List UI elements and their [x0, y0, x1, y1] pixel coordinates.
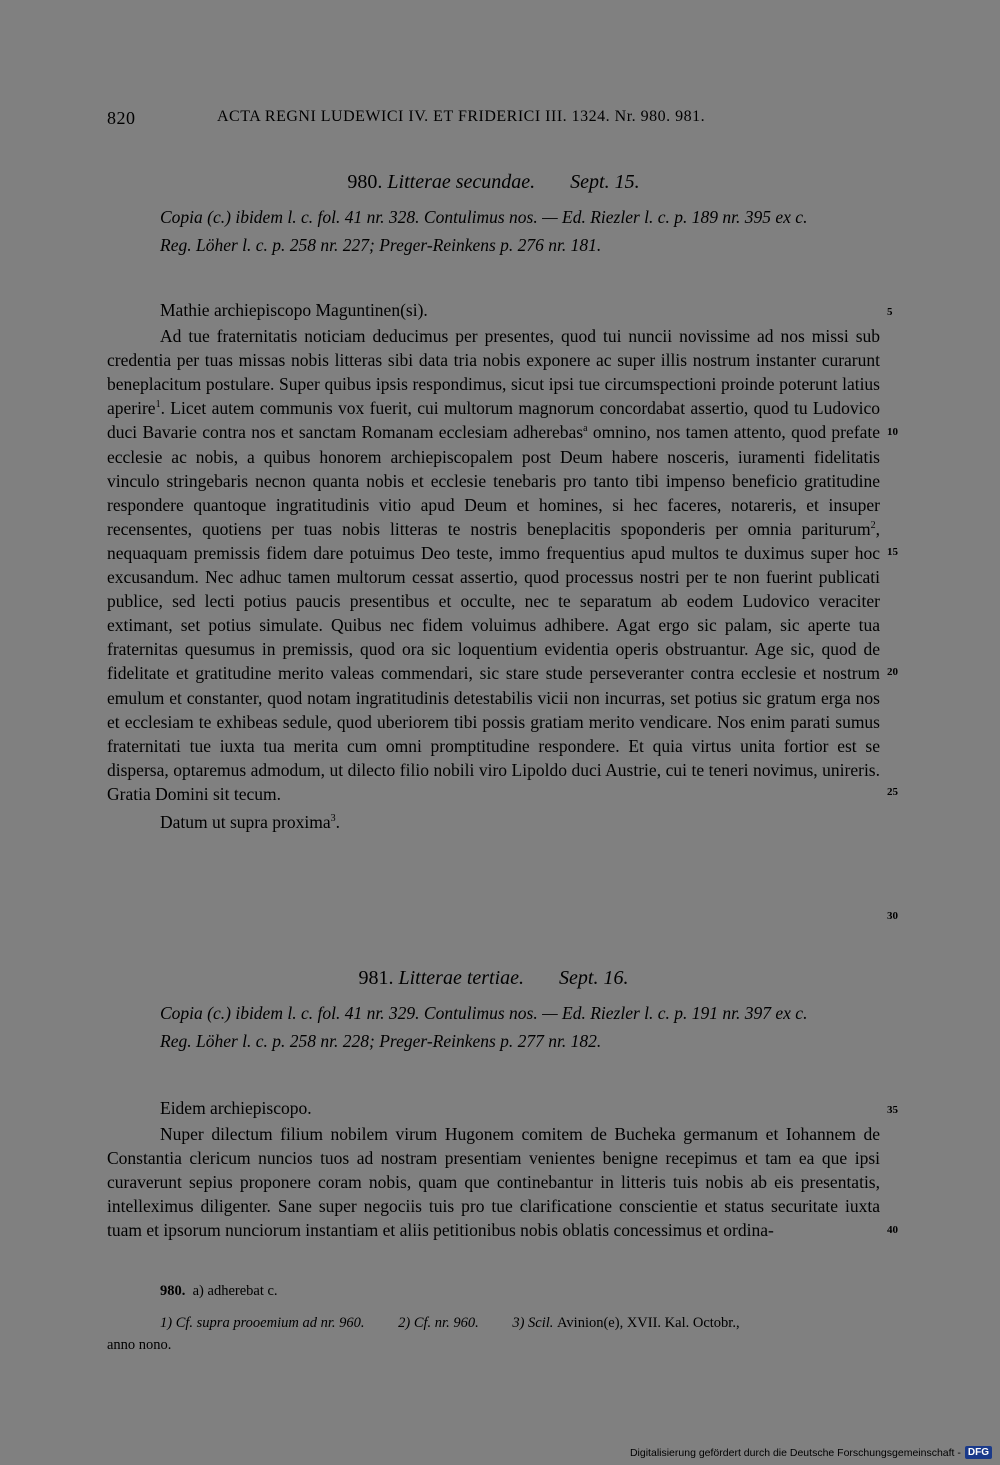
doc-title: Litterae secundae.: [387, 171, 536, 193]
doc-981-sources: [107, 1001, 880, 1053]
footnote-1: 1) Cf. supra prooemium ad nr. 960.: [160, 1315, 365, 1331]
apparatus: [107, 1280, 880, 1356]
line-number: 35: [887, 1104, 898, 1116]
address-line: Mathie archiepiscopo Maguntinen(si).: [160, 300, 428, 320]
line-number: 25: [887, 786, 898, 798]
line-number: 15: [887, 546, 898, 558]
datum-line: Datum ut supra proxima$^3$.: [160, 811, 340, 832]
footnote-3: 3) Scil. Avinion(e), XVII. Kal. Octobr.,: [512, 1315, 740, 1331]
doc-980-sources: [107, 205, 880, 257]
footnote-mark: 1: [155, 399, 161, 411]
credit-text: Digitalisierung gefördert durch die Deutsche Forschungsgemeinschaft -: [629, 1446, 961, 1459]
dfg-logo: DFG: [965, 1446, 992, 1459]
source-line: Copia (c.) ibidem l. c. fol. 41 nr. 328. Contulimus nos. — Ed. Riezler l. c. p. 189 nr. 395 ex c.: [160, 207, 808, 227]
letter-text: Ad tue fraternitatis noticiam deducimus per presentes, quod tui nuncii novissime ad nos missi sub credentia per tuas missas nobis litteras sibi data tria nobis exponere ac super illis nostrum instanter curarunt beneplacitum postulare. Super quibus ipsis respondimus, sicut ipsi tue circumspectioni proinde poterunt latius aperire$^1$. Licet autem communis vox fuerit, cui multorum magnorum concordabat assertio, quod tu Ludovico duci Bavarie contra nos et sanctam Romanam ecclesiam adherebas$^a$ omnino, nos tamen attento, quod prefate ecclesie ac nobis, a quibus honorem archiepiscopalem post Deum habere nosceris, iuramenti fidelitatis vinculo stringebaris necnon quanta nobis et ecclesie tenebaris pro tanto tibi impenso beneficio gratitudine respondere quantoque ingratitudinis vitio apud Deum et homines, si hec faceres, notareris, et insuper recensentes, quotiens per tuas nobis litteras te nostris beneplacitis spoponderis per omnia pariturum$^2$, nequaquam premissis fidem dare potuimus Deo teste, immo frequentius apud multos te duximus super hoc excusandum. Nec adhuc tamen multorum cessat assertio, quod processus nostri per te non fuerint publicati publice, sed lecti potius paucis presentibus et occulte, nec te separatum ab eodem Ludovico veraciter extimant, set potius simulate. Quibus nec fidem voluimus adhibere. Agat ergo sic palam, sic aperte tua fraternitas quesumus in premissis, quod ora sic loquentium evidentia operis obstruantur. Age sic, quod de fidelitate et gratitudine merito valeas commendari, sic stare stude perseveranter contra ecclesie et nostrum emulum et constanter, quod notam ingratitudinis detestabilis vicii non incurras, set potius sic gratum erga nos et ecclesiam te exhibeas sedule, quod uberiorem tibi possis gratiam merito vendicare. Nos enim parati sumus fraternitati tue iuxta tua merita cum omni promptitudine respondere. Et quia virtus unita fortior est se dispersa, optaremus admodum, ut dilecto filio nobili viro Lipoldo duci Austrie, cui te teneri novimus, unireris. Gratia Domini sit tecum.: [107, 326, 881, 804]
line-number: 30: [887, 910, 898, 922]
footnote-mark: 2: [870, 520, 876, 532]
footnote-3-continued: anno nono.: [107, 1337, 172, 1353]
line-number: 5: [887, 306, 893, 318]
line-number: 10: [887, 426, 898, 438]
address-line: Eidem archiepiscopo.: [160, 1098, 312, 1118]
footnotes: [107, 1312, 880, 1334]
doc-number: 980.: [347, 171, 383, 193]
line-number: 40: [887, 1224, 898, 1236]
regest-line: Reg. Löher l. c. p. 258 nr. 227; Preger-Reinkens p. 276 nr. 181.: [160, 235, 602, 255]
doc-980-heading: [107, 171, 880, 194]
running-title: ACTA REGNI LUDEWICI IV. ET FRIDERICI III. 1324. Nr. 980. 981.: [217, 108, 706, 125]
doc-981-heading: [107, 967, 880, 990]
doc-date: Sept. 15.: [570, 171, 640, 193]
critical-mark: a: [583, 423, 588, 435]
page-number: 820: [107, 108, 136, 128]
regest-line: Reg. Löher l. c. p. 258 nr. 228; Preger-Reinkens p. 277 nr. 182.: [160, 1031, 602, 1051]
footnote-2: 2) Cf. nr. 960.: [398, 1315, 479, 1331]
running-header: [107, 108, 880, 129]
doc-number: 981.: [358, 967, 394, 989]
doc-981-body: [107, 1096, 880, 1243]
line-number: 20: [887, 666, 898, 678]
letter-text: Nuper dilectum filium nobilem virum Hugonem comitem de Bucheka germanum et Iohannem de Constantia clericum nuncios tuos ad nostram presentiam venientes benigne recepimus et tam ea que ipsi curaverunt sepius proponere coram nobis, quam que continebantur in litteris tuis nobis ab eis presentatis, intelleximus diligenter. Sane super negociis tuis pro tue clarificatione conscientie et status securitate iuxta tuam et ipsorum nunciorum instantiam et aliis petitionibus nobis oblatis concessimus et ordina-: [107, 1124, 880, 1241]
critical-note: 980. a) adherebat c.: [160, 1283, 278, 1299]
source-line: Copia (c.) ibidem l. c. fol. 41 nr. 329. Contulimus nos. — Ed. Riezler l. c. p. 191 nr. 397 ex c.: [160, 1003, 808, 1023]
footnote-mark: 3: [330, 813, 336, 825]
doc-980-body: [107, 298, 880, 834]
digitization-credit: [630, 1446, 992, 1459]
doc-date: Sept. 16.: [559, 967, 629, 989]
doc-title: Litterae tertiae.: [398, 967, 525, 989]
